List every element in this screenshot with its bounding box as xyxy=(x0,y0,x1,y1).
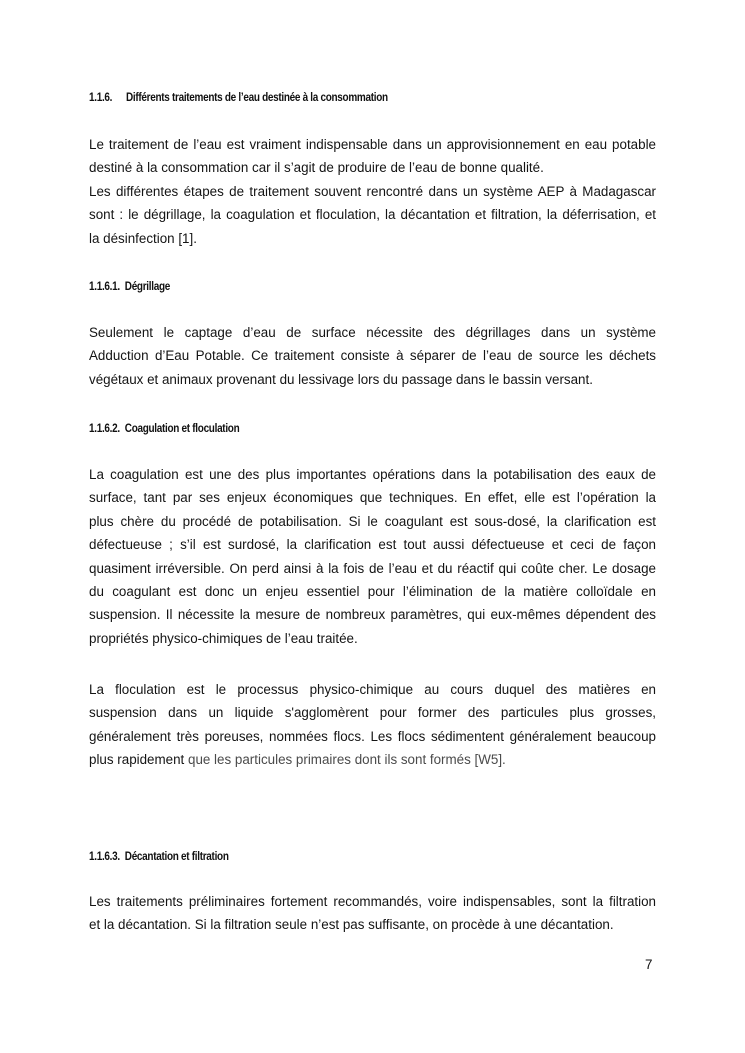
intro-paragraph xyxy=(89,133,656,250)
text-line: Les différentes étapes de traitement souvent rencontré dans un système AEP à Madagascar xyxy=(89,183,656,199)
text-line: et la décantation. Si la filtration seule n’est pas suffisante, on procède à une décantation. xyxy=(89,917,614,933)
section-1-1-6-3-heading xyxy=(89,850,229,863)
text-line: Le traitement de l’eau est vraiment indispensable dans un approvisionnement en eau potable xyxy=(89,137,656,152)
text-line: sont : le dégrillage, la coagulation et floculation, la décantation et filtration, la déferrisation, et xyxy=(89,207,656,223)
text-line: quasiment irréversible. On perd ainsi à la fois de l’eau et du réactif qui coûte cher. Le dosage xyxy=(89,560,656,576)
text-line: La coagulation est une des plus importantes opérations dans la potabilisation des eaux de xyxy=(89,467,656,482)
section-heading-text: 1.1.6.3. Décantation et filtration xyxy=(89,850,229,863)
text-line xyxy=(89,748,656,771)
text-line: du coagulant est donc un enjeu essentiel pour l’élimination de la matière colloïdale en xyxy=(89,584,656,600)
text-line: surface, tant par ses enjeux économiques que techniques. En effet, elle est l’opération la xyxy=(89,490,656,506)
text-line: destiné à la consommation car il s’agit de produire de l’eau de bonne qualité. xyxy=(89,160,544,176)
reference-text: que les particules primaires dont ils sont formés [W5]. xyxy=(188,752,506,768)
section-title: Différents traitements de l’eau destinée à la consommation xyxy=(125,91,388,104)
section-heading-text: 1.1.6.1. Dégrillage xyxy=(89,280,171,293)
text-span: plus rapidement xyxy=(89,752,188,768)
text-line: propriétés physico-chimiques de l’eau traitée. xyxy=(89,630,358,646)
floculation-paragraph xyxy=(89,678,656,772)
decantation-paragraph xyxy=(89,890,656,937)
text-line: Les traitements préliminaires fortement recommandés, voire indispensables, sont la filtration xyxy=(89,894,656,909)
text-line: plus chère du procédé de potabilisation. Si le coagulant est sous-dosé, la clarification est xyxy=(89,513,656,529)
text-line: La floculation est le processus physico-chimique au cours duquel des matières en xyxy=(89,682,656,697)
degrillage-paragraph xyxy=(89,321,656,391)
text-line: la désinfection [1]. xyxy=(89,230,197,246)
text-line: Seulement le captage d’eau de surface nécessite des dégrillages dans un système xyxy=(89,325,656,340)
page-number: 7 xyxy=(645,957,653,972)
text-line: végétaux et animaux provenant du lessivage lors du passage dans le bassin versant. xyxy=(89,371,593,387)
text-line: généralement très poreuses, nommées flocs. Les flocs sédimentent généralement beaucoup xyxy=(89,728,656,744)
text-line: suspension dans un liquide s'agglomèrent pour former des particules plus grosses, xyxy=(89,705,656,721)
text-line: suspension. Il nécessite la mesure de nombreux paramètres, qui eux-mêmes dépendent des xyxy=(89,607,656,623)
text-line: Adduction d’Eau Potable. Ce traitement consiste à séparer de l’eau de source les déchets xyxy=(89,348,656,364)
section-1-1-6-2-heading xyxy=(89,422,239,435)
section-number: 1.1.6. xyxy=(89,91,113,104)
text-line: défectueuse ; s’il est surdosé, la clarification est tout aussi défectueuse et ceci de façon xyxy=(89,537,656,553)
section-heading-text: 1.1.6.2. Coagulation et floculation xyxy=(89,422,240,435)
section-1-1-6-heading xyxy=(89,91,388,104)
coagulation-paragraph xyxy=(89,463,656,650)
section-1-1-6-1-heading xyxy=(89,280,170,293)
